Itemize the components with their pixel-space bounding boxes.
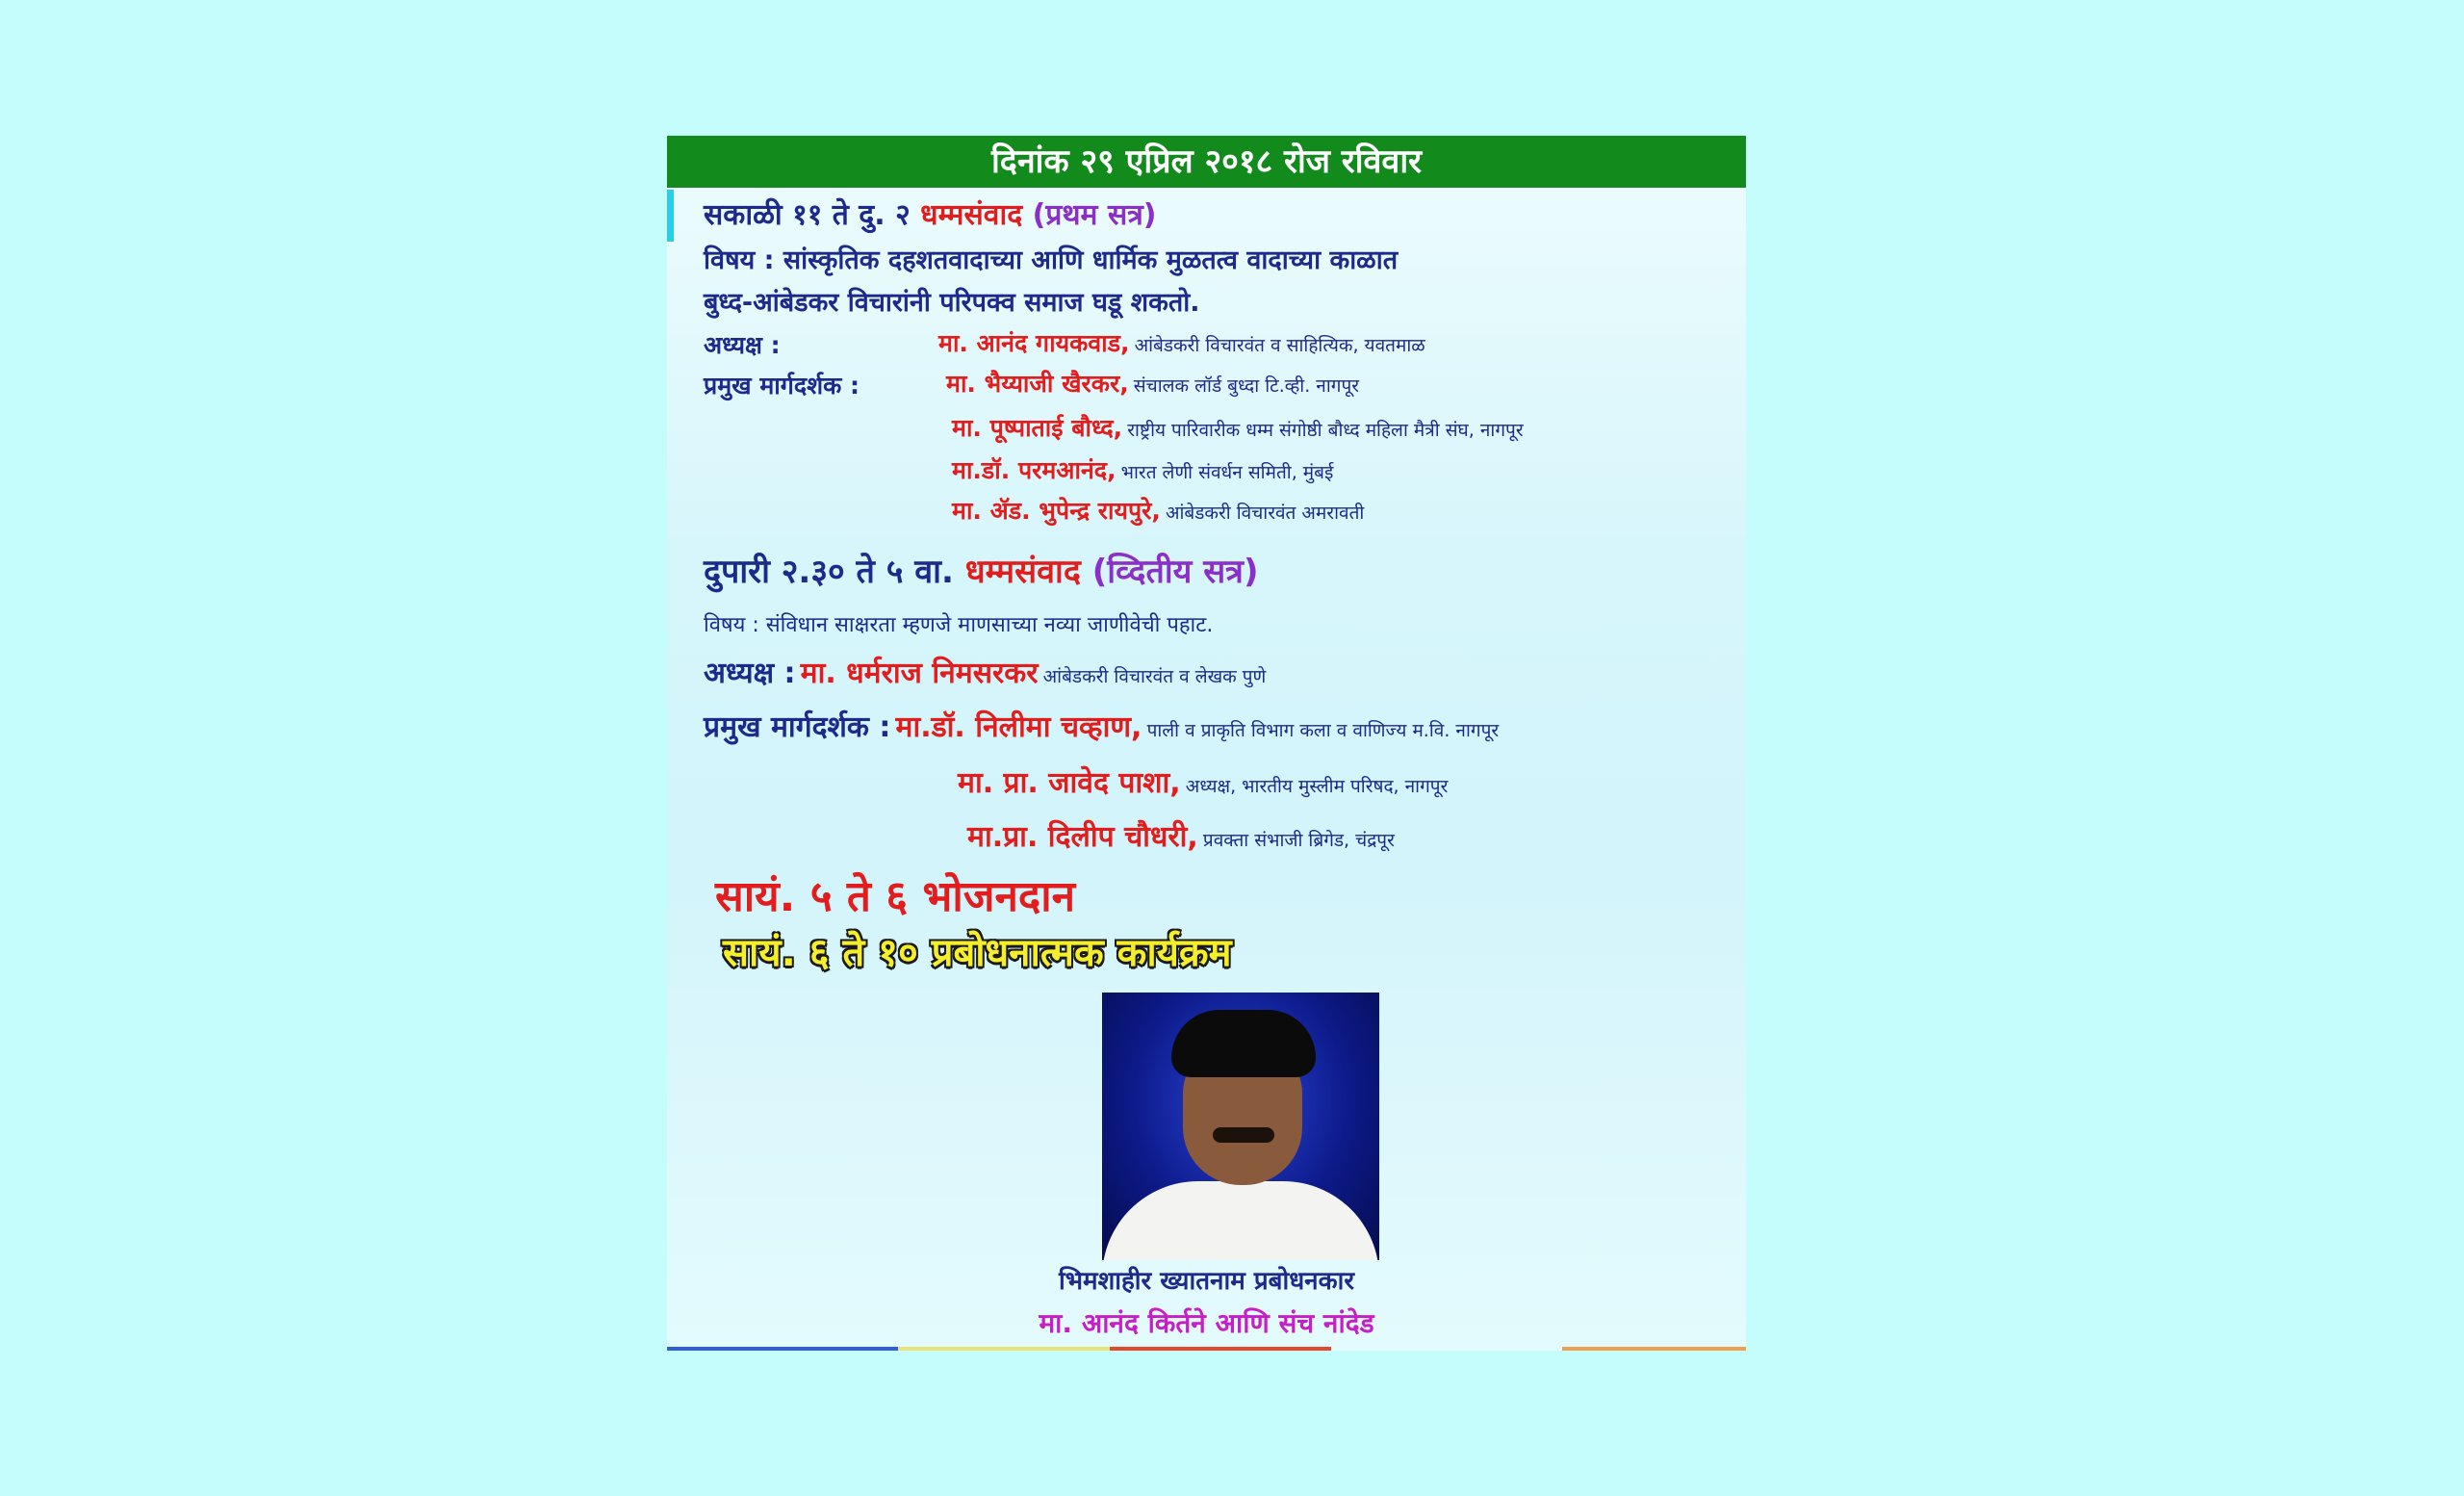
program-time: सायं. ६ ते १० प्रबोधनात्मक कार्यक्रम bbox=[723, 931, 1232, 975]
session1-topic-line1: विषय : सांस्कृतिक दहशतवादाच्या आणि धार्मिक मुळतत्व वादाच्या काळात bbox=[704, 245, 1399, 275]
guide-name: मा. भैय्याजी खैरकर, bbox=[946, 370, 1129, 398]
session2-chair-name: मा. धर्मराज निमसरकर bbox=[800, 657, 1039, 690]
session2-guide bbox=[958, 767, 1448, 801]
session1-chair-label: अध्यक्ष : bbox=[704, 331, 781, 359]
session1-guide bbox=[952, 498, 1364, 526]
guide-desc: अध्यक्ष, भारतीय मुस्लीम परिषद, नागपूर bbox=[1185, 776, 1449, 797]
session1-chair-desc: आंबेडकरी विचारवंत व साहित्यिक, यवतमाळ bbox=[1134, 335, 1425, 356]
guide-name: मा.डॉ. निलीमा चव्हाण, bbox=[895, 710, 1142, 744]
guide-desc: संचालक लॉर्ड बुध्दा टि.व्ही. नागपूर bbox=[1133, 375, 1360, 397]
guide-name: मा.डॉ. परमआनंद, bbox=[952, 456, 1116, 484]
session2-title: धम्मसंवाद bbox=[964, 553, 1081, 591]
performer-photo bbox=[1102, 993, 1379, 1260]
session2-chair bbox=[704, 658, 1266, 691]
guide-desc: भारत लेणी संवर्धन समिती, मुंबई bbox=[1120, 462, 1334, 483]
session2-heading bbox=[704, 554, 1258, 591]
bottom-rule-orange bbox=[1562, 1347, 1746, 1351]
session1-chair-name: मा. आनंद गायकवाड, bbox=[938, 329, 1130, 357]
session2-guides-label: प्रमुख मार्गदर्शक : bbox=[704, 710, 891, 744]
bottom-rule-yellow bbox=[898, 1347, 1110, 1351]
guide-name: मा.प्रा. दिलीप चौधरी, bbox=[967, 820, 1198, 854]
session2-guide bbox=[967, 821, 1395, 855]
guide-desc: राष्ट्रीय पारिवारीक धम्म संगोष्ठी बौध्द महिला मैत्री संघ, नागपूर bbox=[1127, 420, 1524, 441]
bottom-rule-red bbox=[1110, 1347, 1331, 1351]
event-poster bbox=[667, 136, 1746, 1351]
event-date-banner: दिनांक २९ एप्रिल २०१८ रोज रविवार bbox=[667, 136, 1746, 188]
session2-guides-first bbox=[704, 711, 1499, 745]
session1-subtitle: (प्रथम सत्र) bbox=[1032, 198, 1157, 232]
guide-name: मा. ॲड. भुपेन्द्र रायपुरे, bbox=[952, 497, 1161, 525]
session2-time: दुपारी २.३० ते ५ वा. bbox=[704, 553, 954, 591]
accent-bar bbox=[667, 190, 674, 242]
session1-chair bbox=[938, 330, 1425, 358]
guide-name: मा. पूष्पाताई बौध्द, bbox=[952, 414, 1123, 442]
performer-name: मा. आनंद किर्तने आणि संच नांदेड bbox=[1039, 1307, 1374, 1339]
session1-title: धम्मसंवाद bbox=[920, 198, 1023, 232]
session2-chair-label: अध्यक्ष : bbox=[704, 657, 796, 690]
session1-guide bbox=[952, 457, 1333, 485]
session1-guide bbox=[952, 415, 1524, 443]
session1-guide bbox=[946, 371, 1359, 399]
session1-time: सकाळी ११ ते दु. २ bbox=[704, 198, 911, 232]
meal-time: सायं. ५ ते ६ भोजनदान bbox=[715, 872, 1076, 921]
guide-desc: पाली व प्राकृति विभाग कला व वाणिज्य म.वि. नागपूर bbox=[1146, 720, 1500, 741]
session2-chair-desc: आंबेडकरी विचारवंत व लेखक पुणे bbox=[1042, 666, 1267, 687]
session2-topic: विषय : संविधान साक्षरता म्हणजे माणसाच्या नव्या जाणीवेची पहाट. bbox=[704, 613, 1214, 637]
guide-name: मा. प्रा. जावेद पाशा, bbox=[958, 766, 1181, 800]
session1-guides-label: प्रमुख मार्गदर्शक : bbox=[704, 372, 860, 400]
bottom-rule-blue bbox=[667, 1347, 898, 1351]
session2-subtitle: (व्दितीय सत्र) bbox=[1091, 553, 1259, 591]
session1-heading bbox=[704, 199, 1157, 233]
performer-title: भिमशाहीर ख्यातनाम प्रबोधनकार bbox=[1059, 1267, 1354, 1296]
guide-desc: प्रवक्ता संभाजी ब्रिगेड, चंद्रपूर bbox=[1202, 830, 1395, 851]
session1-topic-line2: बुध्द-आंबेडकर विचारांनी परिपक्व समाज घडू शकतो. bbox=[704, 288, 1200, 318]
guide-desc: आंबेडकरी विचारवंत अमरावती bbox=[1166, 503, 1365, 524]
